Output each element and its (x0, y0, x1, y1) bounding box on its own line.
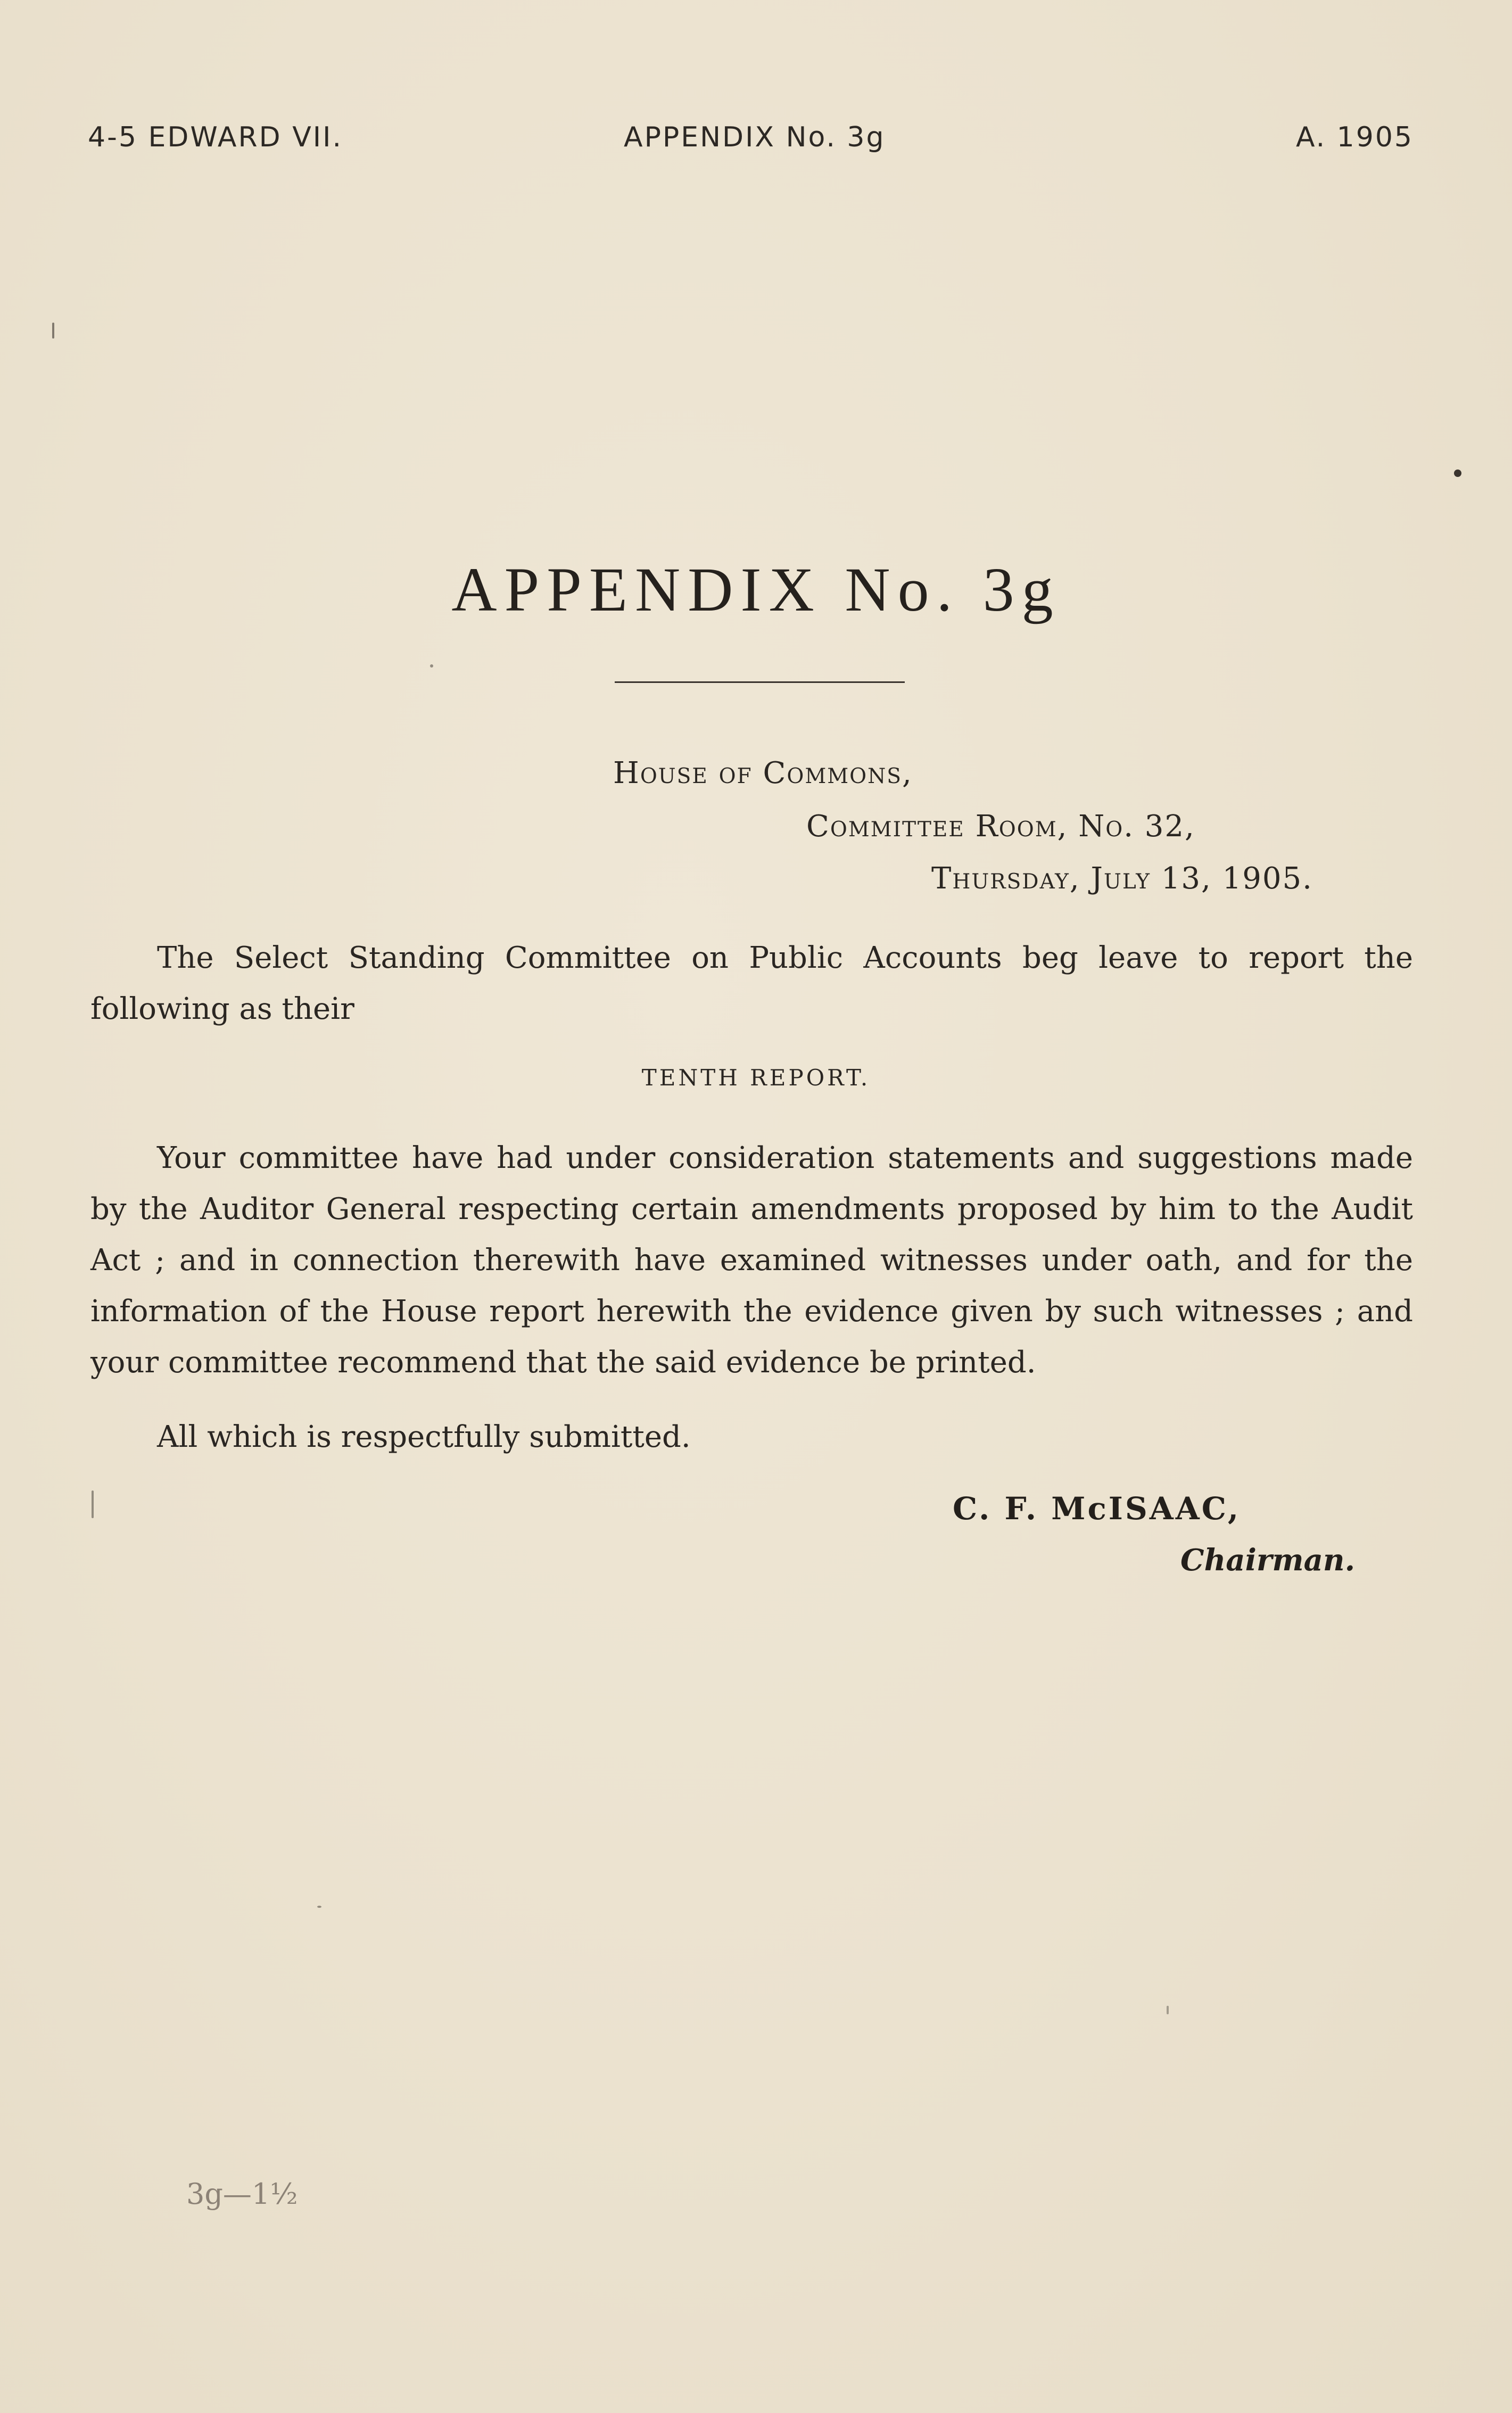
page-title: APPENDIX No. 3g (451, 555, 1061, 624)
address-line-house: House of Commons, (613, 756, 913, 790)
address-line-date: Thursday, July 13, 1905. (931, 861, 1313, 896)
running-head-left: 4-5 EDWARD VII. (88, 121, 343, 153)
signature-title: Chairman. (1180, 1543, 1356, 1578)
running-head-center: APPENDIX No. 3g (624, 121, 886, 153)
report-heading: TENTH REPORT. (641, 1065, 871, 1091)
ink-speck (92, 1490, 94, 1518)
ink-speck (1454, 470, 1461, 477)
body-text: Your committee have had under consideration statements and suggestions made by the Auditor General respecting certain amendments proposed by him to the Audit Act ; and in connection therewith have examined witnesses under oath, and for the information of the House report herewith the evidence given by such witnesses ; and your committee recommend that the said evidence be printed. (90, 1141, 1413, 1380)
signature-name: C. F. McISAAC, (953, 1490, 1241, 1527)
running-head-right: A. 1905 (1295, 121, 1414, 153)
ink-speck (317, 1906, 321, 1908)
body-paragraph (90, 1133, 1413, 1388)
ink-speck (52, 323, 54, 339)
closing-paragraph (90, 1412, 691, 1463)
intro-text: The Select Standing Committee on Public Accounts beg leave to report the following as their (90, 941, 1413, 1026)
ink-speck (430, 664, 433, 668)
address-line-room: Committee Room, No. 32, (806, 809, 1195, 844)
intro-paragraph (90, 933, 1413, 1035)
closing-text: All which is respectfully submitted. (157, 1420, 691, 1454)
signature-mark: 3g—1½ (186, 2177, 298, 2211)
ink-speck (1167, 2006, 1169, 2014)
title-rule (615, 681, 905, 683)
